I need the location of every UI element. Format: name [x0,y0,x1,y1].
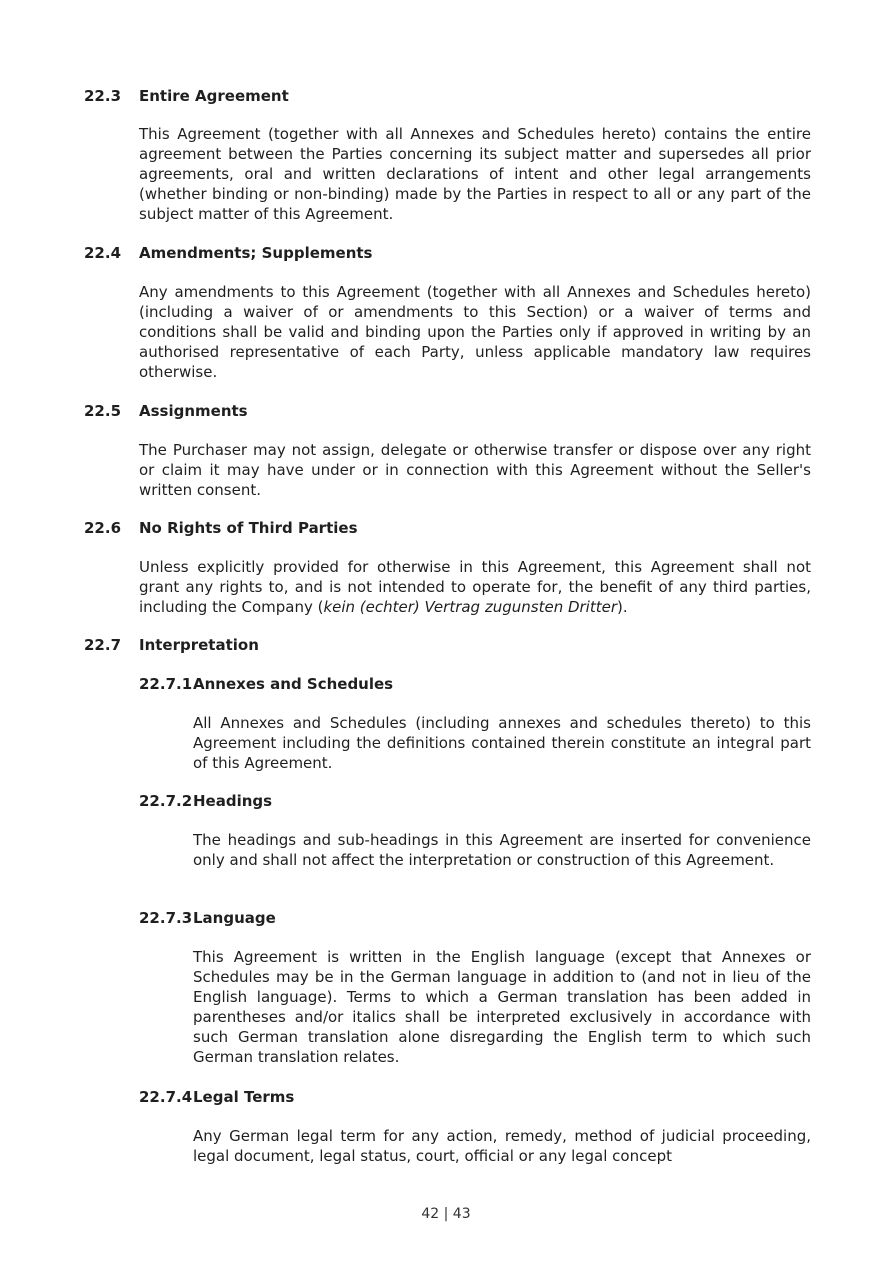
section-number: 22.3 [84,87,122,105]
subsection-number: 22.7.1 [139,675,193,693]
body-text-end: ). [617,598,628,616]
section-title: Entire Agreement [139,87,289,105]
subsection-number: 22.7.3 [139,909,193,927]
section-body: The Purchaser may not assign, delegate or otherwise transfer or dispose over any right or claim it may have under or in connection with this Agreement without the Seller's written consent. [139,441,811,499]
subsection-title: Language [193,909,276,927]
subsection-body: Any German legal term for any action, remedy, method of judicial proceeding, legal document, legal status, court, official or any legal concept [193,1127,811,1165]
section-title: Assignments [139,402,248,420]
section-number: 22.7 [84,636,122,654]
section-number: 22.5 [84,402,122,420]
subsection-body: All Annexes and Schedules (including annexes and schedules thereto) to this Agreement including the definitions contained therein constitute an integral part of this Agreement. [193,714,811,772]
subsection-number: 22.7.2 [139,792,193,810]
page-number: 42 | 43 [421,1206,471,1222]
subsection-title: Headings [193,792,273,810]
section-body: This Agreement (together with all Annexes and Schedules hereto) contains the entire agreement between the Parties concerning its subject matter and supersedes all prior agreements, oral and written declarations of intent and other legal arrangements (whether binding or non-binding) made by the Parties in respect to all or any part of the subject matter of this Agreement. [139,125,811,223]
body-text: Unless explicitly provided for otherwise in this Agreement, this Agreement shall not grant any rights to, and is not intended to operate for, the benefit of any third parties, including the Company ( [139,558,811,616]
subsection-number: 22.7.4 [139,1088,193,1106]
section-body [139,557,811,617]
section-title: No Rights of Third Parties [139,519,358,537]
section-title: Interpretation [139,636,259,654]
section-number: 22.4 [84,244,122,262]
subsection-body: This Agreement is written in the English language (except that Annexes or Schedules may be in the German language in addition to (and not in lieu of the English language). Terms to which a German translation has been added in parentheses and/or italics shall be interpreted exclusively in accordance with such German translation alone disregarding the English term to which such German translation relates. [193,948,811,1066]
german-term: kein (echter) Vertrag zugunsten Dritter [323,598,618,616]
subsection-title: Annexes and Schedules [193,675,394,693]
section-body: Any amendments to this Agreement (together with all Annexes and Schedules hereto) (including a waiver of or amendments to this Section) or a waiver of terms and conditions shall be valid and binding upon the Parties only if approved in writing by an authorised representative of each Party, unless applicable mandatory law requires otherwise. [139,283,811,381]
section-number: 22.6 [84,519,122,537]
section-title: Amendments; Supplements [139,244,373,262]
subsection-title: Legal Terms [193,1088,295,1106]
subsection-body: The headings and sub-headings in this Agreement are inserted for convenience only and shall not affect the interpretation or construction of this Agreement. [193,831,811,869]
